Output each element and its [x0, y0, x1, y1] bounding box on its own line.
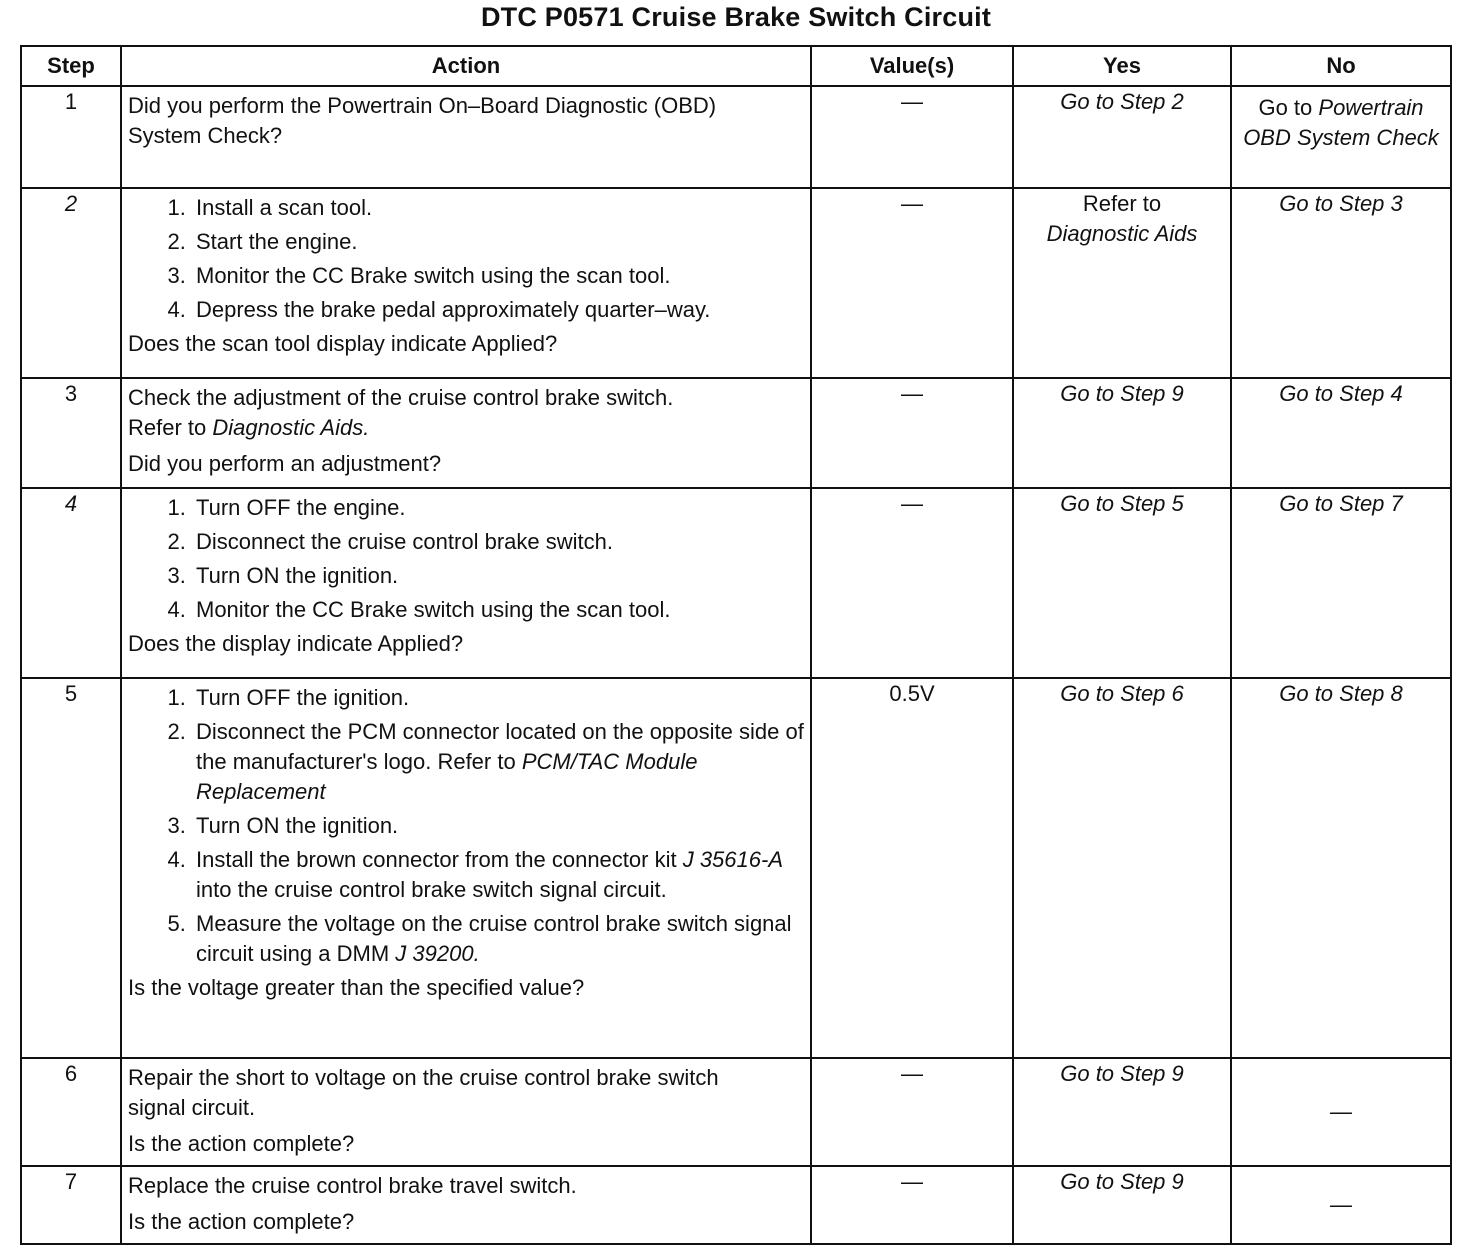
action-cell — [121, 1166, 811, 1244]
header-yes: Yes — [1013, 46, 1231, 86]
action-text: Did you perform the Powertrain On–Board Diagnostic (OBD) System Check? — [128, 93, 717, 148]
no-cell: Go to Step 8 — [1231, 678, 1451, 1058]
question-text: Did you perform an adjustment? — [128, 451, 442, 476]
action-cell — [121, 1058, 811, 1166]
procedure-list — [128, 493, 804, 625]
step-text: into the cruise control brake switch signal circuit. — [196, 877, 667, 902]
step-number: 3 — [21, 378, 121, 488]
procedure-list — [128, 683, 804, 969]
action-text: Check the adjustment of the cruise control brake switch. — [128, 385, 674, 410]
step-text: Install the brown connector from the connector kit — [196, 847, 677, 872]
no-cell: Go to Step 7 — [1231, 488, 1451, 678]
value-cell: — — [811, 188, 1013, 378]
table-row — [21, 188, 1451, 378]
table-row — [21, 378, 1451, 488]
table-row — [21, 86, 1451, 188]
step-number: 2 — [21, 188, 121, 378]
list-item: 1. Install a scan tool. — [192, 193, 804, 223]
value-cell: — — [811, 1058, 1013, 1166]
yes-cell: Go to Step 6 — [1013, 678, 1231, 1058]
step-number: 4 — [21, 488, 121, 678]
list-item — [192, 845, 804, 905]
list-item: 4. Depress the brake pedal approximately quarter–way. — [192, 295, 804, 325]
yes-cell: Go to Step 9 — [1013, 1166, 1231, 1244]
header-no: No — [1231, 46, 1451, 86]
list-item: 1. Turn OFF the ignition. — [192, 683, 804, 713]
diagnostic-table — [20, 45, 1452, 1245]
value-cell: — — [811, 488, 1013, 678]
yes-cell: Go to Step 2 — [1013, 86, 1231, 188]
no-cell: Go to Step 4 — [1231, 378, 1451, 488]
step-number: 5 — [21, 678, 121, 1058]
header-row — [21, 46, 1451, 86]
list-item: 1. Turn OFF the engine. — [192, 493, 804, 523]
value-cell: 0.5V — [811, 678, 1013, 1058]
yes-cell: Go to Step 5 — [1013, 488, 1231, 678]
page-title: DTC P0571 Cruise Brake Switch Circuit — [480, 2, 992, 32]
no-cell: Go to Step 3 — [1231, 188, 1451, 378]
yes-link: Diagnostic Aids — [1046, 221, 1198, 246]
action-cell — [121, 86, 811, 188]
question-text: Does the display indicate Applied? — [128, 631, 464, 656]
step-link: PCM/TAC Module Replacement — [196, 749, 698, 804]
action-cell — [121, 378, 811, 488]
list-item — [192, 717, 804, 807]
action-cell — [121, 488, 811, 678]
list-item: 2. Start the engine. — [192, 227, 804, 257]
step-number: 7 — [21, 1166, 121, 1244]
question-text: Is the voltage greater than the specified value? — [128, 975, 585, 1000]
step-number: 6 — [21, 1058, 121, 1166]
step-number: 1 — [21, 86, 121, 188]
yes-cell — [1013, 188, 1231, 378]
step-text: Disconnect the PCM connector located on the opposite side of the manufacturer's logo. Refer to — [196, 719, 804, 774]
table-row — [21, 488, 1451, 678]
no-cell: — — [1231, 1058, 1451, 1166]
no-prefix: Go to — [1258, 95, 1313, 120]
action-text: Replace the cruise control brake travel switch. — [128, 1173, 577, 1198]
header-values: Value(s) — [811, 46, 1013, 86]
tool-number: J 35616-A — [682, 847, 783, 872]
value-cell: — — [811, 1166, 1013, 1244]
action-cell — [121, 188, 811, 378]
value-cell: — — [811, 86, 1013, 188]
question-text: Does the scan tool display indicate Applied? — [128, 331, 558, 356]
list-item — [192, 909, 804, 969]
header-step: Step — [21, 46, 121, 86]
header-action: Action — [121, 46, 811, 86]
value-cell: — — [811, 378, 1013, 488]
refer-prefix: Refer to — [128, 415, 207, 440]
yes-cell: Go to Step 9 — [1013, 1058, 1231, 1166]
table-row — [21, 1166, 1451, 1244]
yes-prefix: Refer to — [1082, 191, 1162, 216]
action-text: Repair the short to voltage on the cruise control brake switch signal circuit. — [128, 1065, 719, 1120]
table-row — [21, 1058, 1451, 1166]
table-row — [21, 678, 1451, 1058]
list-item: 3. Monitor the CC Brake switch using the scan tool. — [192, 261, 804, 291]
list-item: 3. Turn ON the ignition. — [192, 561, 804, 591]
list-item: 3. Turn ON the ignition. — [192, 811, 804, 841]
no-link: Powertrain OBD System Check — [1243, 95, 1439, 150]
list-item: 4. Monitor the CC Brake switch using the scan tool. — [192, 595, 804, 625]
refer-link: Diagnostic Aids. — [212, 415, 370, 440]
no-cell: — — [1231, 1166, 1451, 1244]
action-cell — [121, 678, 811, 1058]
procedure-list — [128, 193, 804, 325]
list-item: 2. Disconnect the cruise control brake switch. — [192, 527, 804, 557]
question-text: Is the action complete? — [128, 1209, 355, 1234]
yes-cell: Go to Step 9 — [1013, 378, 1231, 488]
step-text: Measure the voltage on the cruise control brake switch signal circuit using a DMM — [196, 911, 792, 966]
refer-line — [128, 413, 804, 443]
tool-number: J 39200. — [395, 941, 480, 966]
no-cell — [1231, 86, 1451, 188]
question-text: Is the action complete? — [128, 1131, 355, 1156]
